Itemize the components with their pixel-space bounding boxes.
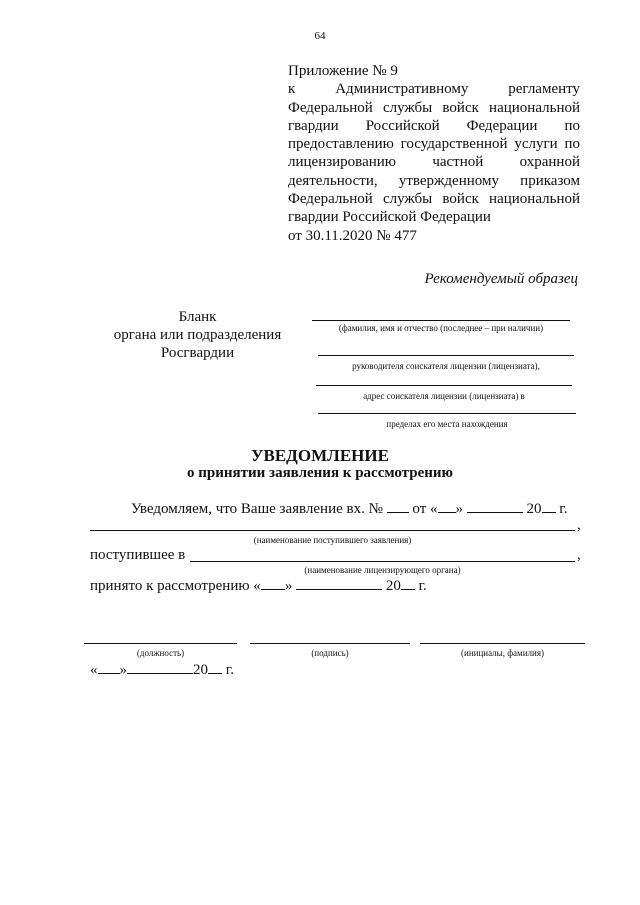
annex-line: Приложение № 9 (288, 63, 398, 79)
accepted-text: принято к рассмотрению « (90, 578, 261, 594)
notify-line (131, 500, 567, 518)
date-year-suffix: г. (225, 662, 234, 678)
accepted-line (90, 577, 427, 595)
annex-line: предоставлению государственной услуги по (288, 136, 580, 153)
annex-line: Федеральной службы войск национальной (288, 191, 580, 208)
accepted-year-field[interactable] (401, 577, 415, 590)
application-year-field[interactable] (542, 500, 556, 513)
blank-line: органа или подразделения (113, 327, 282, 343)
addressee-line[interactable] (312, 320, 570, 321)
position-field[interactable] (84, 643, 237, 644)
annex-line: Федеральной службы войск национальной (288, 99, 580, 116)
annex-line: деятельности, утвержденному приказом (288, 172, 580, 189)
addressee-line[interactable] (318, 355, 574, 356)
initials-field[interactable] (420, 643, 585, 644)
annex-header (288, 62, 580, 245)
initials-caption: (инициалы, фамилия) (461, 648, 544, 658)
received-in-label: поступившее в (90, 547, 186, 563)
accepted-close: » (284, 578, 293, 594)
addressee-caption: адрес соискателя лицензии (лицензиата) в (363, 391, 525, 401)
addressee-line[interactable] (318, 413, 576, 414)
annex-line: от 30.11.2020 № 477 (288, 227, 417, 244)
addressee-caption: (фамилия, имя и отчество (последнее – при наличии) (338, 323, 544, 333)
accepted-day-field[interactable] (261, 577, 285, 590)
accepted-month-field[interactable] (296, 577, 382, 590)
date-close: » (119, 662, 127, 678)
signature-field[interactable] (250, 643, 410, 644)
application-number-field[interactable] (387, 500, 409, 513)
year-suffix: г. (418, 578, 427, 594)
addressee-caption: руководителя соискателя лицензии (лицензиата), (352, 361, 540, 371)
date-month-field[interactable] (127, 661, 193, 674)
from-open: от « (412, 501, 438, 517)
page-number: 64 (314, 30, 326, 42)
blank-line: Бланк (178, 309, 217, 325)
application-month-field[interactable] (467, 500, 523, 513)
year-prefix: 20 (526, 501, 542, 517)
annex-line: гвардии Российской Федерации по (288, 117, 580, 134)
signature-date-line (90, 661, 234, 679)
year-prefix: 20 (385, 578, 401, 594)
date-open: « (90, 662, 98, 678)
comma: , (577, 517, 581, 533)
licensing-authority-caption: (наименование лицензирующего органа) (304, 565, 461, 575)
date-year-field[interactable] (208, 661, 222, 674)
annex-line: к Административному регламенту (288, 81, 580, 98)
sample-mark: Рекомендуемый образец (424, 271, 578, 287)
document-title: УВЕДОМЛЕНИЕ (251, 446, 389, 465)
addressee-caption: пределах его места нахождения (386, 419, 508, 429)
year-suffix: г. (559, 501, 568, 517)
annex-line: лицензированию частной охранной (288, 154, 580, 171)
position-caption: (должность) (136, 648, 185, 658)
blank-line: Росгвардии (160, 345, 235, 361)
application-day-field[interactable] (438, 500, 456, 513)
application-name-caption: (наименование поступившего заявления) (253, 535, 412, 545)
licensing-authority-field[interactable] (190, 561, 575, 562)
from-close: » (455, 501, 464, 517)
comma: , (577, 547, 581, 563)
date-year-prefix: 20 (193, 662, 208, 678)
document-subtitle: о принятии заявления к рассмотрению (187, 465, 453, 481)
addressee-line[interactable] (316, 385, 572, 386)
notify-text: Уведомляем, что Ваше заявление вх. № (131, 501, 383, 517)
annex-line: гвардии Российской Федерации (288, 209, 491, 226)
application-name-field[interactable] (90, 530, 575, 531)
signature-caption: (подпись) (311, 648, 349, 658)
letterhead-blank (110, 308, 285, 362)
date-day-field[interactable] (98, 661, 120, 674)
